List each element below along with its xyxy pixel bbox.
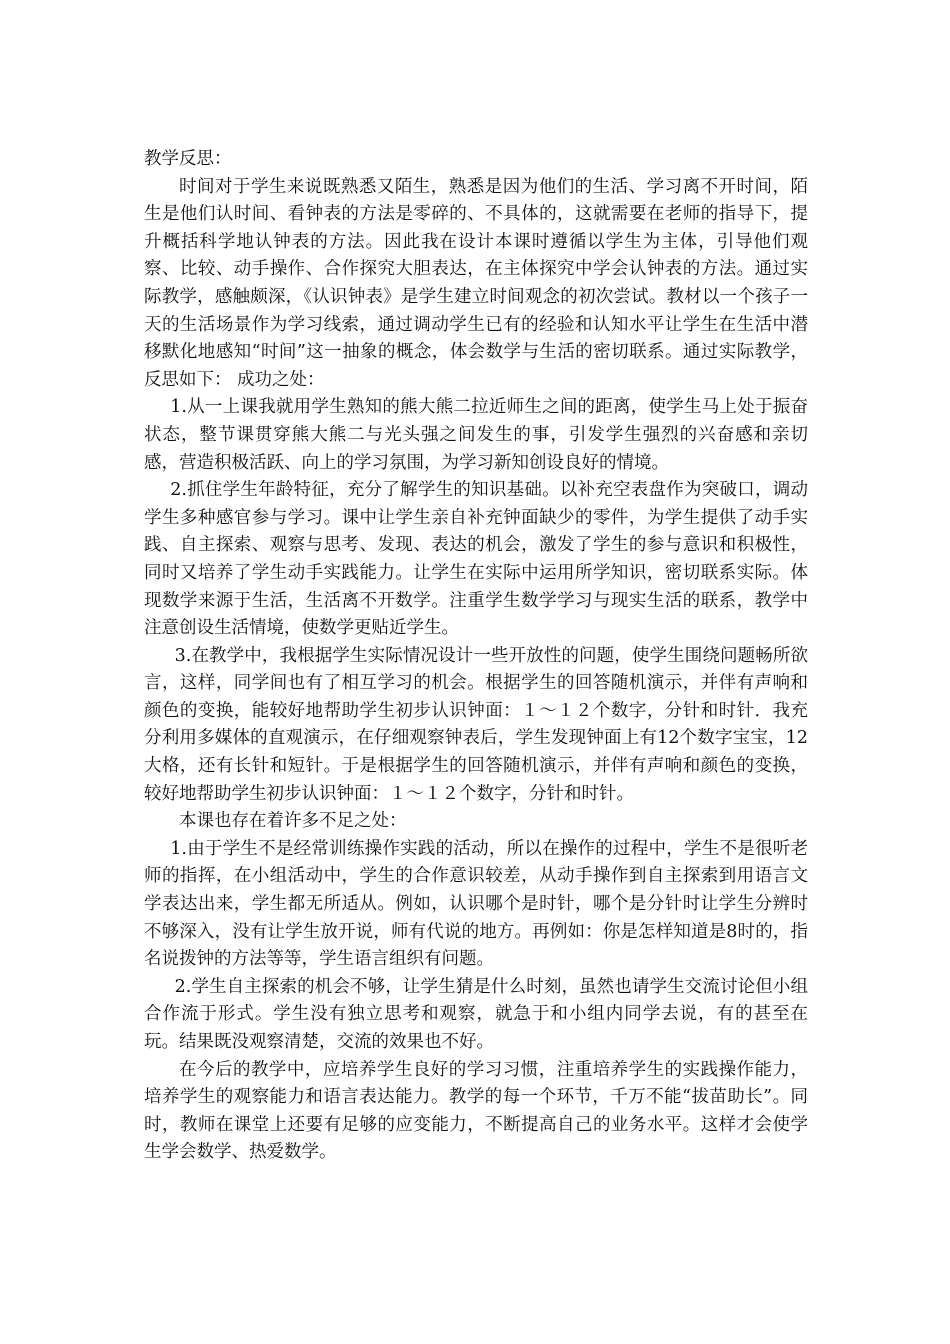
success-point-3: 3.在教学中，我根据学生实际情况设计一些开放性的问题，使学生围绕问题畅所欲言，这样，同学间也有了相互学习的机会。根据学生的回答随机演示，并伴有声响和颜色的变换，能较好地帮助学生初步认识钟面：１～１２个数字，分针和时针．我充分利用多媒体的直观演示，在仔细观察钟表后，学生发现钟面上有12个数字宝宝，12大格，还有长针和短针。于是根据学生的回答随机演示，并伴有声响和颜色的变换，较好地帮助学生初步认识钟面：１～１２个数字，分针和时针。 [144, 645, 808, 804]
shortfall-point-1: 1.由于学生不是经常训练操作实践的活动，所以在操作的过程中，学生不是很听老师的指挥，在小组活动中，学生的合作意识较差，从动手操作到自主探索到用语言文学表达出来，学生都无所适从。例如，认识哪个是时针，哪个是分针时让学生分辨时不够深入，没有让学生放开说，师有代说的地方。再例如：你是怎样知道是8时的，指名说拨钟的方法等等，学生语言组织有问题。 [144, 838, 808, 970]
intro-paragraph: 时间对于学生来说既熟悉又陌生，熟悉是因为他们的生活、学习离不开时间，陌生是他们认时间、看钟表的方法是零碎的、不具体的，这就需要在老师的指导下，提升概括科学地认钟表的方法。因此我在设计本课时遵循以学生为主体，引导他们观察、比较、动手操作、合作探究大胆表达，在主体探究中学会认钟表的方法。通过实际教学，感触颇深，《认识钟表》是学生建立时间观念的初次尝试。教材以一个孩子一天的生活场景作为学习线索，通过调动学生已有的经验和认知水平让学生在生活中潜移默化地感知“时间”这一抽象的概念，体会数学与生活的密切联系。通过实际教学，反思如下： 成功之处： [144, 176, 808, 390]
conclusion-paragraph: 在今后的教学中，应培养学生良好的学习习惯，注重培养学生的实践操作能力，培养学生的观察能力和语言表达能力。教学的每一个环节，千万不能“拔苗助长”。同时，教师在课堂上还要有足够的应变能力，不断提高自己的业务水平。这样才会使学生学会数学、热爱数学。 [144, 1059, 808, 1163]
success-point-2: 2.抓住学生年龄特征，充分了解学生的知识基础。以补充空表盘作为突破口，调动学生多种感官参与学习。课中让学生亲自补充钟面缺少的零件，为学生提供了动手实践、自主探索、观察与思考、发现、表达的机会，激发了学生的参与意识和积极性，同时又培养了学生动手实践能力。让学生在实际中运用所学知识，密切联系实际。体现数学来源于生活，生活离不开数学。注重学生数学学习与现实生活的联系，教学中注意创设生活情境，使数学更贴近学生。 [144, 480, 808, 639]
document-heading: 教学反思： [144, 149, 232, 169]
shortfall-point-2: 2.学生自主探索的机会不够，让学生猜是什么时刻，虽然也请学生交流讨论但小组合作流于形式。学生没有独立思考和观察，就急于和小组内同学去说，有的甚至在玩。结果既没观察清楚，交流的效果也不好。 [144, 976, 808, 1052]
document-body [144, 146, 808, 1167]
success-point-1: 1.从一上课我就用学生熟知的熊大熊二拉近师生之间的距离，使学生马上处于振奋状态，整节课贯穿熊大熊二与光头强之间发生的事，引发学生强烈的兴奋感和亲切感，营造积极活跃、向上的学习氛围，为学习新知创设良好的情境。 [144, 397, 808, 473]
shortfall-heading: 本课也存在着许多不足之处： [179, 811, 407, 832]
